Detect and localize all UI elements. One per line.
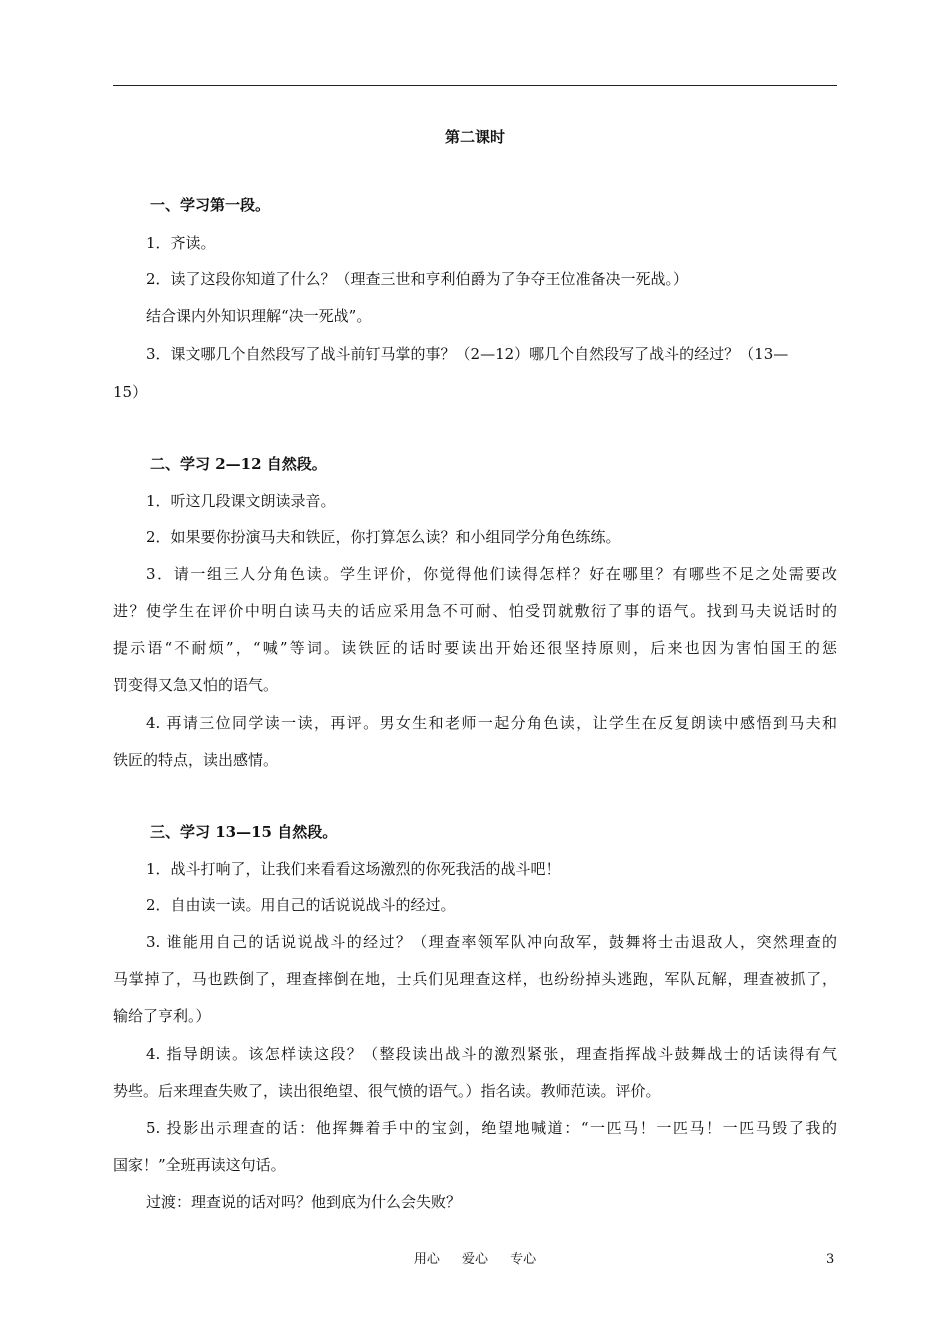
paragraph-line: 4. 再请三位同学读一读，再评。男女生和老师一起分角色读，让学生在反复朗读中感悟到马夫和 [146,714,837,732]
paragraph-line: 15） [113,383,148,401]
paragraph-line: 进？使学生在评价中明白读马夫的话应采用急不可耐、怕受罚就敷衍了事的语气。找到马夫说话时的 [113,602,837,620]
paragraph-line: 3．课文哪几个自然段写了战斗前钉马掌的事？（2—12）哪几个自然段写了战斗的经过？（13— [146,345,789,363]
paragraph-line: 5. 投影出示理查的话：他挥舞着手中的宝剑，绝望地喊道：“一匹马！一匹马！一匹马毁了我的 [146,1119,837,1137]
page-number: 3 [826,1252,835,1267]
section-heading: 一、学习第一段。 [150,196,271,214]
paragraph-line: 铁匠的特点，读出感情。 [113,751,279,769]
paragraph-line: 2．读了这段你知道了什么？（理查三世和亨利伯爵为了争夺王位准备决一死战。） [146,270,689,288]
footer-motto: 用心 爱心 专心 [413,1252,537,1267]
paragraph-line: 1．战斗打响了，让我们来看看这场激烈的你死我活的战斗吧！ [146,860,561,878]
paragraph-line: 2．如果要你扮演马夫和铁匠，你打算怎么读？和小组同学分角色练练。 [146,528,621,546]
header-rule [113,85,837,86]
paragraph-line: 结合课内外知识理解“决一死战”。 [146,307,372,325]
paragraph-line: 过渡：理查说的话对吗？他到底为什么会失败？ [146,1193,462,1211]
paragraph-line: 2．自由读一读。用自己的话说说战斗的经过。 [146,896,456,914]
section-heading: 三、学习 13—15 自然段。 [150,823,338,841]
paragraph-line: 4. 指导朗读。该怎样读这段？（整段读出战斗的激烈紧张，理查指挥战斗鼓舞战士的话读得有气 [146,1045,837,1063]
paragraph-line: 势些。后来理查失败了，读出很绝望、很气愤的语气。）指名读。教师范读。评价。 [113,1082,661,1100]
paragraph-line: 3. 谁能用自己的话说说战斗的经过？（理查率领军队冲向敌军，鼓舞将士击退敌人，突然理查的 [146,933,837,951]
paragraph-line: 罚变得又急又怕的语气。 [113,676,279,694]
paragraph-line: 国家！”全班再读这句话。 [113,1156,286,1174]
page-title: 第二课时 [444,128,505,146]
paragraph-line: 提示语“不耐烦”，“喊”等词。读铁匠的话时要读出开始还很坚持原则，后来也因为害怕国王的惩 [113,639,837,657]
section-heading: 二、学习 2—12 自然段。 [150,455,327,473]
paragraph-line: 1．听这几段课文朗读录音。 [146,492,336,510]
paragraph-line: 1．齐读。 [146,234,216,252]
paragraph-line: 马掌掉了，马也跌倒了，理查摔倒在地，士兵们见理查这样，也纷纷掉头逃跑，军队瓦解，理查被抓了， [113,970,837,988]
paragraph-line: 3．请一组三人分角色读。学生评价，你觉得他们读得怎样？好在哪里？有哪些不足之处需要改 [146,565,837,583]
paragraph-line: 输给了亨利。） [113,1007,211,1025]
